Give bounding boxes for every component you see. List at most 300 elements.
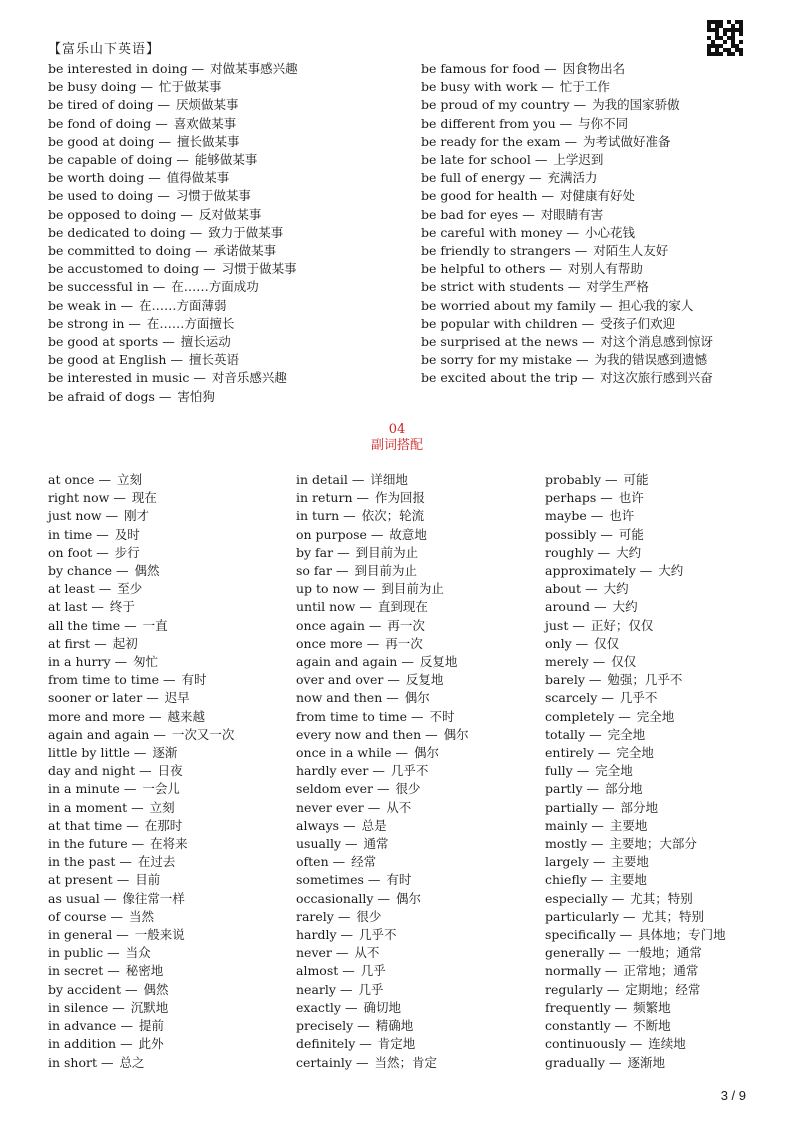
phrase-chinese: 在过去 — [137, 854, 176, 870]
phrase-chinese: 当然；肯定 — [374, 1054, 437, 1070]
phrase-chinese: 偶尔 — [443, 726, 469, 742]
list-item — [545, 780, 726, 798]
phrase-english: again and again — [48, 726, 150, 742]
phrase-english: be interested in music — [48, 370, 190, 386]
phrase-chinese: 仅仅 — [594, 635, 620, 651]
dash-separator: — — [157, 188, 170, 204]
phrase-chinese: 几乎 — [360, 963, 386, 979]
phrase-english: on foot — [48, 544, 93, 560]
dash-separator: — — [123, 781, 137, 797]
phrase-chinese: 到目前为止 — [355, 544, 419, 560]
phrase-chinese: 直到现在 — [377, 599, 428, 615]
phrase-english: frequently — [545, 999, 611, 1015]
phrase-chinese: 完全地 — [595, 763, 633, 779]
phrase-english: chiefly — [545, 872, 587, 888]
dash-separator: — — [590, 872, 604, 888]
phrase-chinese: 匆忙 — [133, 654, 159, 670]
dash-separator: — — [113, 490, 126, 506]
list-item — [545, 489, 726, 507]
phrase-english: hardly ever — [296, 763, 369, 779]
phrase-chinese: 大约 — [603, 581, 629, 597]
list-item — [48, 890, 234, 908]
list-item — [48, 799, 234, 817]
phrase-chinese: 部分地 — [605, 781, 643, 797]
list-item — [296, 598, 469, 616]
dash-separator: — — [370, 526, 384, 542]
phrase-english: regularly — [545, 981, 603, 997]
dash-separator: — — [91, 599, 104, 615]
phrase-english: barely — [545, 672, 585, 688]
dash-separator: — — [119, 854, 132, 870]
list-item — [48, 260, 298, 278]
list-item — [48, 96, 298, 114]
phrase-chinese: 主要地 — [609, 872, 647, 888]
phrase-english: once more — [296, 635, 363, 651]
phrase-chinese: 立刻 — [116, 472, 142, 487]
list-item — [421, 187, 713, 205]
phrase-chinese: 总之 — [119, 1054, 145, 1070]
list-item — [545, 999, 726, 1017]
phrase-english: be good at sports — [48, 334, 159, 350]
dash-separator: — — [544, 61, 557, 76]
list-item — [296, 908, 469, 926]
dash-separator: — — [124, 981, 138, 997]
phrase-chinese: 可能 — [623, 472, 649, 487]
dash-separator: — — [372, 763, 385, 779]
list-item — [296, 1054, 469, 1072]
dash-separator: — — [629, 1036, 643, 1052]
phrase-english: by accident — [48, 981, 121, 997]
dash-separator: — — [589, 726, 602, 742]
dash-separator: — — [94, 635, 107, 651]
phrase-chinese: 为我的错误感到遗憾 — [594, 352, 708, 368]
phrase-chinese: 一般地；通常 — [626, 945, 702, 961]
list-item — [48, 169, 298, 187]
dash-separator: — — [131, 799, 144, 815]
list-item — [296, 962, 469, 980]
phrase-chinese: 偶尔 — [404, 690, 430, 706]
list-item — [48, 369, 298, 387]
dash-separator: — — [573, 97, 587, 113]
list-item — [48, 242, 298, 260]
phrase-chinese: 擅长做某事 — [176, 133, 240, 149]
phrase-english: all the time — [48, 617, 121, 633]
phrase-chinese: 习惯于做某事 — [221, 261, 297, 277]
phrase-chinese: 对眼睛有害 — [540, 206, 604, 222]
dash-separator: — — [195, 243, 208, 259]
list-item — [48, 780, 234, 798]
phrase-english: just — [545, 617, 569, 633]
list-item — [48, 224, 298, 242]
list-item — [545, 835, 726, 853]
dash-separator: — — [335, 945, 349, 961]
phrase-english: at present — [48, 872, 113, 888]
dash-separator: — — [96, 526, 109, 542]
dash-separator: — — [101, 1054, 114, 1070]
phrase-english: right now — [48, 490, 110, 506]
dash-separator: — — [618, 708, 631, 724]
phrase-english: specifically — [545, 927, 616, 943]
phrase-chinese: 精确地 — [375, 1018, 414, 1034]
phrase-english: especially — [545, 890, 608, 906]
list-item — [48, 726, 234, 744]
phrase-english: be proud of my country — [421, 97, 570, 113]
phrase-english: once again — [296, 617, 365, 633]
list-item — [545, 944, 726, 962]
list-item — [545, 507, 726, 525]
dash-separator: — — [597, 544, 611, 560]
list-item — [421, 351, 713, 369]
list-item — [48, 580, 234, 598]
phrase-english: in general — [48, 927, 113, 943]
phrase-chinese: 完全地 — [636, 708, 675, 724]
dash-separator: — — [133, 745, 147, 761]
list-item — [48, 981, 234, 999]
list-item — [296, 890, 469, 908]
dash-separator: — — [541, 188, 554, 204]
phrase-chinese: 厌烦做某事 — [175, 97, 239, 113]
phrase-chinese: 偶尔 — [414, 745, 440, 761]
phrase-chinese: 几乎不 — [390, 763, 429, 779]
list-item — [48, 1017, 234, 1035]
phrase-english: rarely — [296, 908, 334, 924]
list-item — [545, 598, 726, 616]
list-item — [48, 853, 234, 871]
dash-separator: — — [355, 1054, 369, 1070]
phrase-english: be careful with money — [421, 224, 563, 240]
phrase-chinese: 依次；轮流 — [361, 508, 425, 524]
phrase-english: over and over — [296, 672, 384, 688]
phrase-english: be surprised at the news — [421, 334, 579, 350]
dash-separator: — — [590, 508, 604, 524]
list-item — [48, 871, 234, 889]
phrase-english: partly — [545, 781, 583, 797]
dash-separator: — — [98, 472, 111, 487]
phrase-chinese: 对这个消息感到惊讶 — [600, 334, 714, 350]
phrase-english: roughly — [545, 544, 594, 560]
phrase-chinese: 确切地 — [363, 999, 401, 1015]
phrase-english: in detail — [296, 472, 348, 487]
dash-separator: — — [592, 854, 606, 870]
dash-separator: — — [153, 726, 166, 742]
phrase-english: gradually — [545, 1054, 605, 1070]
phrase-chinese: 能够做某事 — [194, 152, 258, 168]
list-item — [545, 689, 726, 707]
dash-separator: — — [96, 544, 109, 560]
list-item — [296, 726, 469, 744]
list-item — [296, 780, 469, 798]
list-item — [48, 151, 298, 169]
phrase-chinese: 与你不同 — [578, 115, 629, 131]
list-item — [296, 799, 469, 817]
dash-separator: — — [386, 690, 399, 706]
dash-separator: — — [623, 908, 636, 924]
list-item — [48, 115, 298, 133]
list-item — [296, 999, 469, 1017]
phrase-chinese: 再一次 — [387, 617, 425, 633]
dash-separator: — — [340, 927, 354, 943]
phrase-english: by chance — [48, 563, 112, 579]
phrase-chinese: 习惯于做某事 — [175, 188, 251, 204]
dash-separator: — — [124, 617, 137, 633]
list-item — [48, 598, 234, 616]
list-item — [48, 351, 298, 369]
phrase-english: every now and then — [296, 726, 422, 742]
dash-separator: — — [120, 1018, 133, 1034]
phrase-english: sometimes — [296, 872, 364, 888]
list-item — [48, 489, 234, 507]
list-item — [48, 187, 298, 205]
phrase-chinese: 一次又一次 — [171, 726, 235, 742]
phrase-english: mainly — [545, 817, 588, 833]
phrase-english: particularly — [545, 908, 619, 924]
list-item — [48, 1054, 234, 1072]
list-item — [48, 744, 234, 762]
list-item — [545, 653, 726, 671]
phrase-chinese: 定期地；经常 — [625, 981, 701, 997]
phrase-english: at first — [48, 635, 91, 651]
phrase-english: continuously — [545, 1036, 626, 1052]
phrase-english: definitely — [296, 1036, 356, 1052]
phrase-chinese: 频繁地 — [633, 999, 671, 1015]
phrase-chinese: 总是 — [361, 817, 387, 833]
phrase-chinese: 起初 — [112, 635, 138, 651]
list-item — [48, 835, 234, 853]
dash-separator: — — [158, 133, 171, 149]
phrase-chinese: 当然 — [129, 908, 155, 924]
phrase-chinese: 擅长英语 — [189, 352, 240, 368]
list-item — [545, 1035, 726, 1053]
list-item — [421, 151, 713, 169]
phrase-english: perhaps — [545, 490, 597, 506]
phrase-chinese: 为考试做好准备 — [583, 133, 671, 149]
phrase-chinese: 忙于做某事 — [158, 79, 222, 95]
adverb-list-column-3 — [545, 471, 726, 1072]
list-item — [48, 926, 234, 944]
list-item — [296, 671, 469, 689]
list-item — [296, 981, 469, 999]
phrase-english: be friendly to strangers — [421, 243, 571, 259]
dash-separator: — — [609, 1054, 622, 1070]
phrase-english: precisely — [296, 1018, 354, 1034]
phrase-english: be dedicated to doing — [48, 224, 186, 240]
list-item — [296, 817, 469, 835]
dash-separator: — — [193, 370, 206, 386]
phrase-english: scarcely — [545, 690, 598, 706]
phrase-chinese: 偶然 — [143, 981, 169, 997]
dash-separator: — — [337, 908, 351, 924]
dash-separator: — — [180, 206, 193, 222]
phrase-chinese: 越来越 — [167, 708, 205, 724]
list-item — [421, 297, 713, 315]
phrase-english: in a minute — [48, 781, 120, 797]
phrase-english: about — [545, 581, 582, 597]
phrase-chinese: 现在 — [131, 490, 157, 506]
list-item — [48, 562, 234, 580]
list-item — [48, 908, 234, 926]
phrase-chinese: 偶然 — [134, 563, 160, 579]
phrase-english: probably — [545, 472, 602, 487]
phrase-chinese: 此外 — [138, 1036, 164, 1052]
phrase-chinese: 从不 — [354, 945, 380, 961]
phrase-english: be late for school — [421, 152, 531, 168]
list-item — [296, 507, 469, 525]
phrase-chinese: 对健康有好处 — [559, 188, 635, 204]
phrase-english: little by little — [48, 745, 130, 761]
dash-separator: — — [576, 763, 590, 779]
phrase-chinese: 主要地 — [609, 817, 648, 833]
phrase-chinese: 逐渐地 — [627, 1054, 666, 1070]
section-number: 04 — [388, 422, 406, 437]
phrase-chinese: 逐渐 — [152, 745, 178, 761]
dash-separator: — — [604, 963, 618, 979]
phrase-english: in time — [48, 526, 93, 542]
phrase-chinese: 在那时 — [144, 817, 183, 833]
phrase-english: up to now — [296, 581, 359, 597]
list-item — [296, 762, 469, 780]
phrase-english: seldom ever — [296, 781, 373, 797]
phrase-english: again and again — [296, 654, 398, 670]
list-item — [48, 471, 234, 489]
phrase-chinese: 在将来 — [150, 836, 188, 852]
phrase-english: be used to doing — [48, 188, 154, 204]
phrase-chinese: 大约 — [616, 544, 642, 560]
list-item — [545, 526, 726, 544]
dash-separator: — — [356, 490, 369, 506]
phrase-english: only — [545, 635, 572, 651]
phrase-english: mostly — [545, 836, 587, 852]
phrase-chinese: 故意地 — [389, 526, 427, 542]
list-item — [421, 96, 713, 114]
phrase-english: be accustomed to doing — [48, 261, 200, 277]
dash-separator: — — [351, 472, 365, 487]
list-item — [48, 297, 298, 315]
qr-code-icon — [707, 20, 743, 56]
phrase-chinese: 大约 — [658, 563, 684, 579]
phrase-english: partially — [545, 799, 598, 815]
list-item — [296, 708, 469, 726]
phrase-chinese: 刚才 — [124, 508, 150, 524]
phrase-english: in short — [48, 1054, 98, 1070]
list-item — [48, 817, 234, 835]
dash-separator: — — [600, 490, 613, 506]
phrase-english: be excited about the trip — [421, 370, 578, 386]
phrase-english: at that time — [48, 817, 123, 833]
list-item — [296, 653, 469, 671]
list-item — [545, 908, 726, 926]
dash-separator: — — [116, 563, 129, 579]
list-item — [48, 133, 298, 151]
phrase-english: more and more — [48, 708, 145, 724]
dash-separator: — — [597, 745, 611, 761]
phrase-english: be capable of doing — [48, 152, 173, 168]
dash-separator: — — [367, 799, 381, 815]
list-item — [296, 635, 469, 653]
phrase-english: in secret — [48, 963, 104, 979]
dash-separator: — — [606, 981, 620, 997]
dash-separator: — — [114, 654, 128, 670]
dash-separator: — — [116, 872, 130, 888]
list-item — [48, 206, 298, 224]
phrase-chinese: 到目前为止 — [381, 581, 444, 597]
phrase-english: be busy with work — [421, 79, 538, 95]
dash-separator: — — [158, 388, 172, 404]
dash-separator: — — [590, 836, 604, 852]
dash-separator: — — [572, 617, 585, 633]
phrase-chinese: 上学迟到 — [553, 152, 604, 168]
phrase-english: merely — [545, 654, 589, 670]
phrase-english: in a moment — [48, 799, 128, 815]
list-item — [545, 726, 726, 744]
phrase-english: hardly — [296, 927, 337, 943]
phrase-chinese: 承诺做某事 — [213, 243, 277, 259]
phrase-english: be worried about my family — [421, 297, 596, 313]
list-item — [296, 617, 469, 635]
phrase-chinese: 正常地；通常 — [623, 963, 699, 979]
phrase-chinese: 对做某事感兴趣 — [210, 61, 298, 76]
phrase-english: be successful in — [48, 279, 149, 295]
list-item — [421, 315, 713, 333]
dash-separator: — — [581, 315, 595, 331]
phrase-chinese: 对陌生人友好 — [593, 243, 669, 259]
dash-separator: — — [337, 544, 350, 560]
phrase-english: completely — [545, 708, 615, 724]
list-item — [421, 133, 713, 151]
dash-separator: — — [345, 836, 358, 852]
phrase-english: sooner or later — [48, 690, 143, 706]
phrase-list-top-right — [421, 60, 713, 388]
phrase-english: by far — [296, 544, 334, 560]
dash-separator: — — [534, 152, 548, 168]
phrase-chinese: 大约 — [612, 599, 638, 615]
list-item — [296, 926, 469, 944]
phrase-chinese: 具体地；专门地 — [638, 927, 726, 943]
phrase-chinese: 在……方面成功 — [171, 279, 259, 295]
dash-separator: — — [594, 599, 607, 615]
phrase-english: once in a while — [296, 745, 392, 761]
phrase-chinese: 为我的国家骄傲 — [592, 97, 680, 113]
phrase-english: generally — [545, 945, 605, 961]
phrase-english: never — [296, 945, 332, 961]
dash-separator: — — [126, 817, 139, 833]
phrase-chinese: 害怕狗 — [177, 388, 215, 404]
dash-separator: — — [395, 745, 409, 761]
phrase-english: be weak in — [48, 297, 117, 313]
dash-separator: — — [614, 999, 628, 1015]
dash-separator: — — [600, 526, 613, 542]
dash-separator: — — [564, 133, 578, 149]
list-item — [545, 562, 726, 580]
phrase-chinese: 尤其；特别 — [641, 908, 705, 924]
phrase-chinese: 忙于工作 — [559, 79, 610, 95]
phrase-chinese: 也许 — [609, 508, 635, 524]
list-item — [296, 544, 469, 562]
list-item — [545, 580, 726, 598]
dash-separator: — — [110, 908, 123, 924]
phrase-english: certainly — [296, 1054, 352, 1070]
dash-separator: — — [116, 927, 129, 943]
dash-separator: — — [344, 999, 358, 1015]
phrase-chinese: 像往常一样 — [122, 890, 185, 906]
phrase-english: as usual — [48, 890, 100, 906]
dash-separator: — — [152, 279, 166, 295]
phrase-chinese: 反复地 — [419, 654, 458, 670]
list-item — [296, 944, 469, 962]
phrase-chinese: 几乎不 — [619, 690, 658, 706]
list-item — [48, 962, 234, 980]
phrase-chinese: 对别人有帮助 — [567, 261, 643, 277]
phrase-chinese: 受孩子们欢迎 — [600, 315, 676, 331]
